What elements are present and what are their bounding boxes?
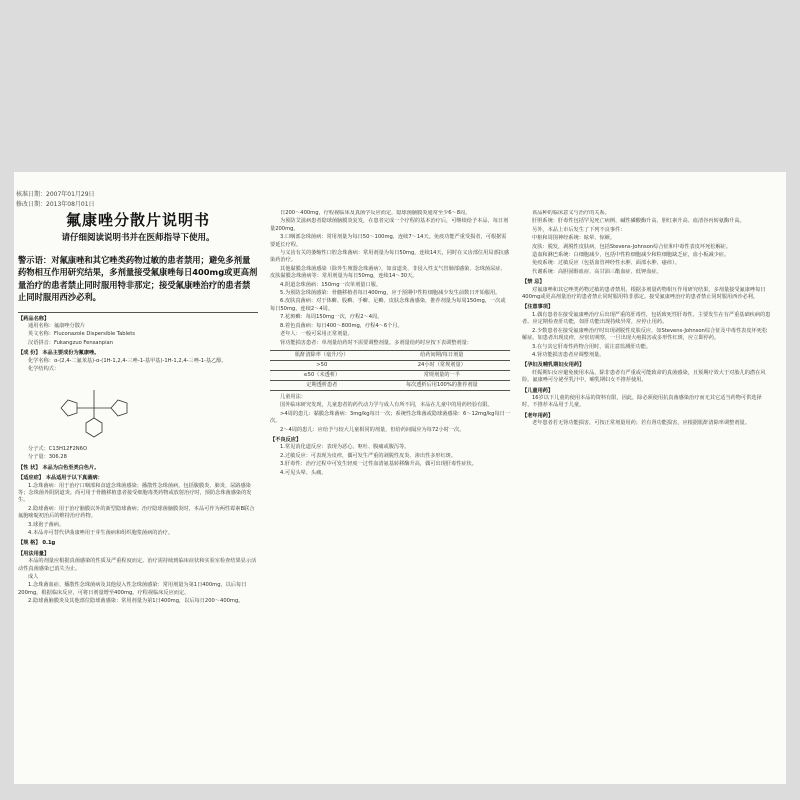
section-heading: 【老年用药】 <box>522 412 554 419</box>
paragraph: 汉语拼音：Fukangzuo Fensanpian <box>28 339 113 346</box>
revision-dates <box>16 190 95 210</box>
paragraph: 皮肤：脱发，剥脱性皮肤病，包括Stevens-Johnson综合征和中毒性表皮坏死松解症。 <box>532 243 732 250</box>
paragraph: 成人 <box>28 573 39 580</box>
approved-date: 核准日期：2007年01月29日 <box>16 191 95 198</box>
paragraph: 3.球孢子菌病。 <box>28 521 65 528</box>
section-heading: 【适应症】 本品适用于以下真菌病： <box>18 475 103 482</box>
paragraph: 该品种的临床意义与治疗的关系。 <box>532 210 610 216</box>
paragraph: 化学名称：α-(2,4-二氟苯基)-α-(1H-1,2,4-三唑-1-基甲基)-1H-1,2,4-三唑-1-基乙醇。 <box>28 357 227 364</box>
document-title: 氟康唑分散片说明书 <box>65 211 210 229</box>
section-heading: 【性 状】 本品为白色至类白色片。 <box>18 464 100 471</box>
paragraph: 代谢系统：高胆固醇血症、高甘油三酯血症、低钾血症。 <box>532 268 662 275</box>
section-heading: 【儿童用药】 <box>522 387 554 394</box>
dose-table-cell: 每次透析后用100%的推荐剂量 <box>374 380 510 390</box>
paragraph: 1.念珠菌血症、播散性念珠菌病及其他侵入性念珠菌感染：常用剂量为第1日400mg，以后每日200mg，根据临床反应，可将日剂量增至400mg。疗程视临床反应而定。 <box>18 582 247 596</box>
paragraph: 1.偶有患者在接受氟康唑治疗后出现严重的肝毒性，包括致死性肝毒性，主要发生在有严重基础疾病的患者。应定期检查肝功能，如肝功能出现持续异常，应停止用药。 <box>522 311 771 326</box>
paragraph: 另外，本品上市后发生了下列不良事件： <box>532 226 626 233</box>
section-heading: 【禁 忌】 <box>522 279 545 286</box>
column-right <box>522 210 772 770</box>
paragraph: 老年人：一般可采用正常剂量。 <box>280 331 353 338</box>
paragraph: 对氟康唑和其它唑类药物过敏的患者禁用。根据多剂量药物相互作用研究结果，多剂量接受氟康唑每日400mg或更高剂量治疗的患者禁止同时服用特非那定。接受氟康唑治疗的患者禁止同时服用西沙必利。 <box>522 286 766 301</box>
divider <box>18 312 258 313</box>
column-middle <box>270 210 510 770</box>
paragraph: 英文名称：Fluconazole Dispersible Tablets <box>28 331 135 338</box>
paragraph: 4.阴道念珠菌病：150mg一次单剂量口服。 <box>280 281 382 288</box>
document-subtitle: 请仔细阅读说明书并在医师指导下使用。 <box>61 233 215 243</box>
paragraph: 4.可见头晕、头痛。 <box>280 469 327 476</box>
paragraph: 6.皮肤真菌病：对于体癣、股癣、手癣、足癣、皮肤念珠菌感染，推荐剂量为每周150mg，一次或每日50mg，连续2～4周。 <box>270 298 506 312</box>
paragraph: 16岁以下儿童的使用本品的资料有限，因此，除必须使用抗真菌感染治疗而无其它适当药物可供选择时，不推荐本品用于儿童。 <box>522 394 762 409</box>
paragraph: 3.口咽部念珠菌病：常用剂量为每日50～100mg，连续7～14天。免疫功能严重受损者，可根据需要延长疗程。 <box>270 234 507 248</box>
section-heading: 【药品名称】 <box>18 315 50 322</box>
dose-table <box>270 350 510 391</box>
paragraph: 7.花斑癣：每周150mg一次，疗程2～4周。 <box>280 314 383 321</box>
dose-table-cell: 常规剂量的一半 <box>374 370 510 380</box>
paragraph: 肝胆系统：肝毒性包括罕见死亡病例、碱性磷酸酶升高、胆红素升高、血清谷丙转氨酶升高。 <box>532 218 745 225</box>
chemical-structure-diagram <box>46 378 166 438</box>
paragraph: 日200～400mg，疗程视临床及真菌学反应而定，隐球菌脑膜炎通常至少6～8周。 <box>280 210 471 216</box>
dose-table-row <box>270 370 510 380</box>
paragraph: 分子量：306.28 <box>28 454 67 461</box>
paragraph: >4周的患儿：黏膜念珠菌病：3mg/kg每日一次；系统性念珠菌或隐球菌感染：6～12mg/kg每日一次。 <box>270 410 510 425</box>
paragraph: 2～4周的患儿：应给予与较大儿童相同的剂量，但给药间隔应为每72小时一次。 <box>280 426 465 433</box>
dose-table-header-cell: 给药间期/每日剂量 <box>374 350 510 360</box>
column-middle-body-bottom <box>270 394 510 477</box>
paragraph: 2.隐球菌脑膜炎及其他部位隐球菌感染：常用剂量为第1日400mg，以后每日200～400mg。 <box>28 598 244 605</box>
paragraph: 其他黏膜念珠菌感染（除外生殖器念珠菌病），如食道炎、非侵入性支气管肺部感染、念珠菌尿症、皮肤黏膜念珠菌病等：常用剂量为每日50mg，连续14～30天。 <box>270 265 506 280</box>
paragraph: 与义齿有关的萎缩性口腔念珠菌病：常用剂量为每日50mg，连续14天，同时在义齿部位用局部抗感染药治疗。 <box>270 250 510 264</box>
paragraph: 2.少数患者在接受氟康唑治疗时出现剥脱性皮肤反应，如Stevens-Johnson综合征及中毒性表皮坏死松解症。如患者出现皮疹，应密切观察，一旦出现大疱损害或多形性红斑，应立即停药。 <box>522 327 768 342</box>
paragraph: 老年患者若无肾功能损害，可按正常剂量用药；若有肾功能损害，应根据肌酐清除率调整剂量。 <box>532 420 750 427</box>
paragraph: 3.肝毒性：治疗过程中可发生轻度一过性血清氨基转移酶升高，偶可出现肝毒性症状。 <box>280 461 477 468</box>
column-middle-body-top <box>270 210 510 347</box>
paragraph: 国外临床研究发现，儿童患者的药代动力学与成人有所不同，本品在儿童中的用药经验有限。 <box>280 402 493 409</box>
paragraph: 造血和淋巴系统：白细胞减少，包括中性粒细胞减少和粒细胞缺乏症，血小板减少症。 <box>532 252 730 259</box>
modified-date: 修改日期：2013年08月01日 <box>16 201 95 208</box>
warning-box: 警示语：对氟康唑和其它唑类药物过敏的患者禁用；避免多剂量药物相互作用研究结果，多剂量接受氟康唑每日400mg或更高剂量治疗的患者禁止同时服用特非那定；接受氟康唑治疗的患者禁止同时服用西沙必利。 <box>18 255 258 303</box>
section-heading: 【成 份】 本品主要成份为氟康唑。 <box>18 350 100 357</box>
paragraph: 本品的剂量应根据真菌感染的性质及严重程度而定。治疗需持续到临床症状和实验室检查结果显示活动性真菌感染已消失为止。 <box>18 558 257 572</box>
dose-table-row <box>270 360 510 370</box>
paragraph: 8.着色真菌病：每日400～800mg，疗程4～6个月。 <box>280 322 403 329</box>
paragraph: 分子式：C13H12F2N6O <box>28 445 88 452</box>
paragraph: 中枢和周围神经系统：眩晕、惊厥。 <box>532 235 616 242</box>
paragraph: 5.为预防念珠菌感染：骨髓移植者每日400mg，应于预期中性粒细胞减少发生前数日开始服用。 <box>280 290 501 297</box>
paragraph: 3.在与其它肝毒性药物合用时，需注意监测肝功能。 <box>532 343 652 350</box>
section-heading: 【规 格】 0.1g <box>18 540 56 547</box>
column-right-body <box>522 210 772 428</box>
paragraph: 化学结构式： <box>28 366 60 373</box>
section-heading: 【注意事项】 <box>522 304 554 311</box>
dose-table-cell: >50 <box>270 360 374 370</box>
paragraph: 免疫系统：过敏反应（包括血管神经性水肿、面部水肿、瘙痒）。 <box>532 260 680 267</box>
section-heading: 【不良反应】 <box>270 436 302 443</box>
dose-table-header <box>270 350 510 360</box>
paragraph: 妊娠期妇女应避免使用本品，除非患者有严重或可能致命的真菌感染，且预期疗效大于对胎儿的潜在风险。氟康唑可分泌至乳汁中，哺乳期妇女不推荐使用。 <box>522 369 766 384</box>
paragraph: 1.常见消化道反应：表现为恶心、呕吐、腹痛或腹泻等。 <box>280 444 410 451</box>
paragraph: 4.肾功能损害患者应调整剂量。 <box>532 351 605 358</box>
paragraph: 2.隐球菌病：用于治疗脑膜以外的新型隐球菌病；治疗隐球菌脑膜炎时，本品可作为两性霉素B联合氟胞嘧啶初治后的维持治疗药物。 <box>18 505 255 520</box>
paragraph: 2.过敏反应：可表现为皮疹，偶可发生严重的剥脱性皮炎、渗出性多形红斑。 <box>280 452 457 459</box>
dose-table-row <box>270 380 510 390</box>
dose-table-cell: 24小时（常规剂量） <box>374 360 510 370</box>
section-heading: 【孕妇及哺乳期妇女用药】 <box>522 362 585 369</box>
paragraph: 儿童用法： <box>280 393 306 400</box>
paragraph: 通用名称：氟康唑分散片 <box>28 323 86 330</box>
paragraph: 肾功能损害患者：单剂量给药时不需要调整剂量。多剂量给药时应按下表调整剂量： <box>280 339 472 346</box>
dose-table-header-cell: 肌酐清除率（毫升/分） <box>270 350 374 360</box>
dose-table-cell: ≤50（未透析） <box>270 370 374 380</box>
column-left <box>18 210 258 770</box>
section-heading: 【用法用量】 <box>18 550 50 557</box>
column-left-body <box>18 316 258 606</box>
dose-table-cell: 定期透析患者 <box>270 380 374 390</box>
paragraph: 4.本品亦可替代伊曲康唑用于芽生菌病和组织胞浆菌病的治疗。 <box>28 529 174 536</box>
paragraph: 1.念珠菌病：用于治疗口咽部和食道念珠菌感染；播散性念珠菌病，包括腹膜炎、肺炎、尿路感染等；念珠菌外阴阴道炎。尚可用于骨髓移植患者接受细胞毒类药物或放射治疗时，预防念珠菌感染的发生。 <box>18 482 252 504</box>
paragraph: 为预防艾滋病患者隐球菌脑膜炎复发，在患者完成一个疗程的基本治疗后，可继续给予本品，每日剂量200mg。 <box>270 218 509 232</box>
